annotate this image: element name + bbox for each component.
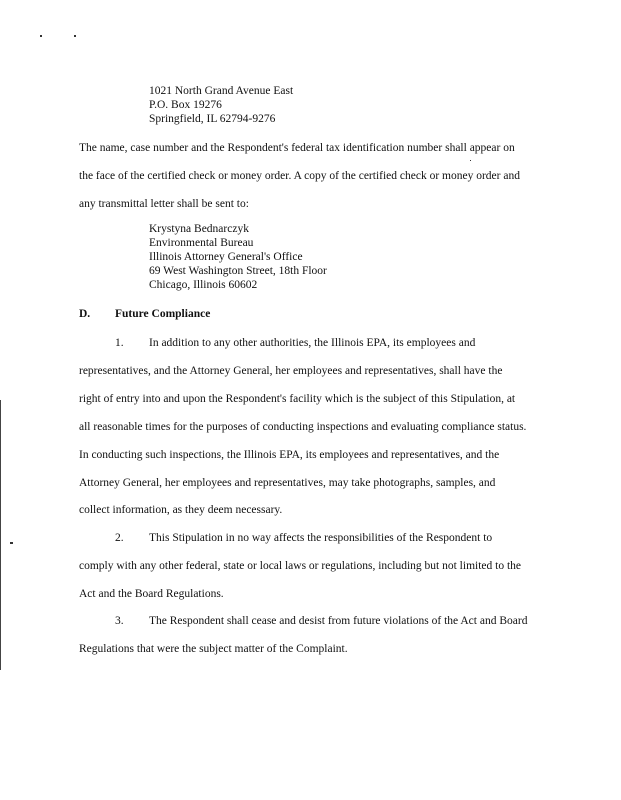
recipient-line: Environmental Bureau — [149, 237, 254, 249]
scan-speck — [10, 542, 13, 544]
item-line: representatives, and the Attorney General, her employees and representatives, shall have the — [79, 365, 503, 377]
recipient-line: Illinois Attorney General's Office — [149, 251, 303, 263]
item-line: In conducting such inspections, the Illinois EPA, its employees and representatives, and the — [79, 449, 500, 461]
scan-edge-line — [0, 400, 1, 670]
item-line: right of entry into and upon the Respondent's facility which is the subject of this Stipulation, at — [79, 393, 516, 405]
recipient-line: 69 West Washington Street, 18th Floor — [149, 265, 327, 277]
item-line: collect information, as they deem necessary. — [79, 504, 283, 516]
address-line: P.O. Box 19276 — [149, 99, 222, 111]
address-line: 1021 North Grand Avenue East — [149, 85, 294, 97]
item-line: Attorney General, her employees and representatives, may take photographs, samples, and — [79, 477, 496, 489]
scan-speck — [40, 35, 42, 37]
address-line: Springfield, IL 62794-9276 — [149, 113, 276, 125]
recipient-line: Chicago, Illinois 60602 — [149, 279, 258, 291]
intro-line: the face of the certified check or money order. A copy of the certified check or money order and — [79, 170, 520, 182]
scan-speck — [470, 160, 471, 161]
recipient-line: Krystyna Bednarczyk — [149, 223, 249, 235]
item-line: all reasonable times for the purposes of conducting inspections and evaluating compliance status. — [79, 421, 527, 433]
item-number: 2. — [115, 532, 124, 544]
item-line: Regulations that were the subject matter of the Complaint. — [79, 643, 348, 655]
scan-speck — [74, 35, 76, 37]
section-title: Future Compliance — [115, 308, 211, 320]
item-number: 3. — [115, 615, 124, 627]
item-first-line: In addition to any other authorities, the Illinois EPA, its employees and — [149, 337, 476, 349]
item-line: comply with any other federal, state or local laws or regulations, including but not limited to the — [79, 560, 522, 572]
item-number: 1. — [115, 337, 124, 349]
item-first-line: This Stipulation in no way affects the responsibilities of the Respondent to — [149, 532, 493, 544]
item-first-line: The Respondent shall cease and desist from future violations of the Act and Board — [149, 615, 528, 627]
item-line: Act and the Board Regulations. — [79, 588, 224, 600]
intro-line: The name, case number and the Respondent's federal tax identification number shall appear on — [79, 142, 515, 154]
intro-line: any transmittal letter shall be sent to: — [79, 198, 249, 210]
section-letter: D. — [79, 308, 91, 320]
